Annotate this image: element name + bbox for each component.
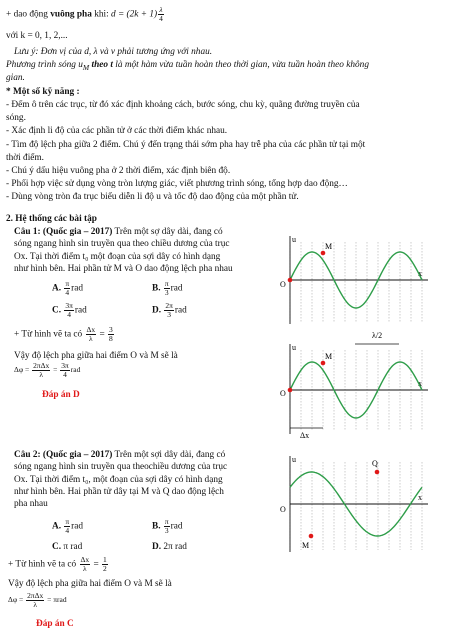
q1-wave-figure <box>280 232 432 326</box>
skill-item: - Tìm độ lệch pha giữa 2 điểm. Chú ý đến trạng thái sớm pha hay trễ pha của các phần tử tại một <box>6 139 366 150</box>
q1-grid <box>290 242 422 322</box>
question-2-label: Câu 2: (Quốc gia – 2017) <box>14 450 113 460</box>
skill-item: sóng. <box>6 113 26 124</box>
q1-phase-formula: Δφ = $\frac{\text{2πΔx}}{\lambda}$ = $\frac{3\pi}{4}$ rad <box>14 361 81 379</box>
question-2-text: Câu 2: (Quốc gia – 2017) Trên một sợi dây dài, đang có sóng ngang hình sin truyền qua theochiều dương của trục Ox. Tại thời điểm t₀, một đoạn của sợi dây có hình dạng như hình bên. Hai phần tử dây tại M và Q dao động lệch pha nhau <box>14 450 228 510</box>
units-note: Lưu ý: Đơn vị của d, λ và v phải tương ứng với nhau. <box>14 47 213 57</box>
question-1-text: Câu 1: (Quốc gia – 2017) Trên một sợ dây dài, đang có sóng ngang hình sin truyền qua theo chiều dương của trục Ox. Tại thời điểm t₀ một đoạn của sợi dây có hình dạng như hình bên. Hai phần tử M và O dao động lệch pha nhau <box>14 227 233 274</box>
point-m-label: M <box>302 541 310 550</box>
section-title: 2. Hệ thống các bài tập <box>6 214 97 224</box>
origin-label: O <box>280 389 286 398</box>
q1-option-c[interactable]: C. $\frac{3\pi}{4}$ rad <box>52 301 87 319</box>
u-axis-label: u <box>292 455 296 464</box>
q1-solution-ratio: + Từ hình vẽ ta có $\frac{\Delta x}{\lambda}$ = $\frac{3}{8}$ <box>14 325 113 343</box>
point-q-label: Q <box>372 459 378 468</box>
point-m <box>321 251 326 256</box>
x-axis-label: x <box>418 493 422 502</box>
u-axis-label: u <box>292 235 296 244</box>
q1-option-b[interactable]: B. $\frac{\pi}{3}$ rad <box>152 279 183 297</box>
q1-option-d[interactable]: D. $\frac{2\pi}{3}$ rad <box>152 301 187 319</box>
delta-x-label: Δx <box>300 431 310 440</box>
q1-option-a[interactable]: A. $\frac{\pi}{4}$ rad <box>52 279 84 297</box>
skill-item: - Phối hợp việc sử dụng vòng tròn lượng giác, viết phương trình sóng, tổng hợp dao động… <box>6 179 348 190</box>
q2-solution-ratio: + Từ hình vẽ ta có $\frac{\Delta x}{\lambda}$ = $\frac{1}{2}$ <box>8 555 107 573</box>
k-values-line: với k = 0, 1, 2,... <box>6 31 68 41</box>
q2-answer: Đáp án C <box>36 619 74 629</box>
q2-option-d[interactable]: D. 2π rad <box>152 542 187 552</box>
point-m <box>321 361 326 366</box>
q2-option-a[interactable]: A. $\frac{\pi}{4}$ rad <box>52 517 84 535</box>
intro-line-vuong-pha: + dao động vuông pha khi: d = (2k + 1) $\frac{\lambda}{4}$ <box>6 5 163 23</box>
x-axis-label: x <box>418 269 422 278</box>
skill-item: - Chú ý dấu hiệu vuông pha ở 2 thời điểm, xác định biên độ. <box>6 166 231 176</box>
wave-equation-note: Phương trình sóng $u_M$ theo t là một hàm vừa tuần hoàn theo thời gian, vừa tuần hoàn theo không <box>6 60 369 72</box>
wave-equation-note-end: gian. <box>6 73 25 83</box>
q2-phase-formula: Δφ = $\frac{\text{2πΔx}}{\lambda}$ = πrad <box>8 591 67 609</box>
q2-wave-figure <box>280 452 432 556</box>
q1-answer: Đáp án D <box>42 390 80 400</box>
skill-item: thời điểm. <box>6 152 44 163</box>
lambda-half-label: λ/2 <box>372 331 383 340</box>
point-q <box>375 470 380 475</box>
point-o <box>288 388 293 393</box>
point-m-label: M <box>325 352 333 361</box>
q1-solution-line2: Vậy độ lệch pha giữa hai điểm O và M sẽ là <box>14 351 178 361</box>
q1-solution-figure <box>280 330 432 440</box>
point-m <box>309 534 314 539</box>
skill-item: - Đếm ô trên các trục, từ đó xác định khoảng cách, bước sóng, chu kỳ, quãng đường truyền của <box>6 100 360 110</box>
u-axis-label: u <box>292 343 296 352</box>
x-axis-label: x <box>418 379 422 388</box>
origin-label: O <box>280 280 286 289</box>
q2-solution-line2: Vậy độ lệch pha giữa hai điểm O và M sẽ là <box>8 579 172 589</box>
origin-label: O <box>280 505 286 514</box>
skill-item: - Xác định li độ của các phần tử ở các thời điểm khác nhau. <box>6 126 228 137</box>
skill-item: - Dùng vòng tròn đa trục biểu diễn li độ u và tốc độ dao động của một phần tử. <box>6 192 299 203</box>
point-o <box>288 278 293 283</box>
q2-option-c[interactable]: C. π rad <box>52 542 83 552</box>
skills-heading: * Một số kỹ năng : <box>6 87 80 97</box>
q2-option-b[interactable]: B. $\frac{\pi}{3}$ rad <box>152 517 183 535</box>
point-m-label: M <box>325 242 333 251</box>
question-1-label: Câu 1: (Quốc gia – 2017) <box>14 227 113 237</box>
